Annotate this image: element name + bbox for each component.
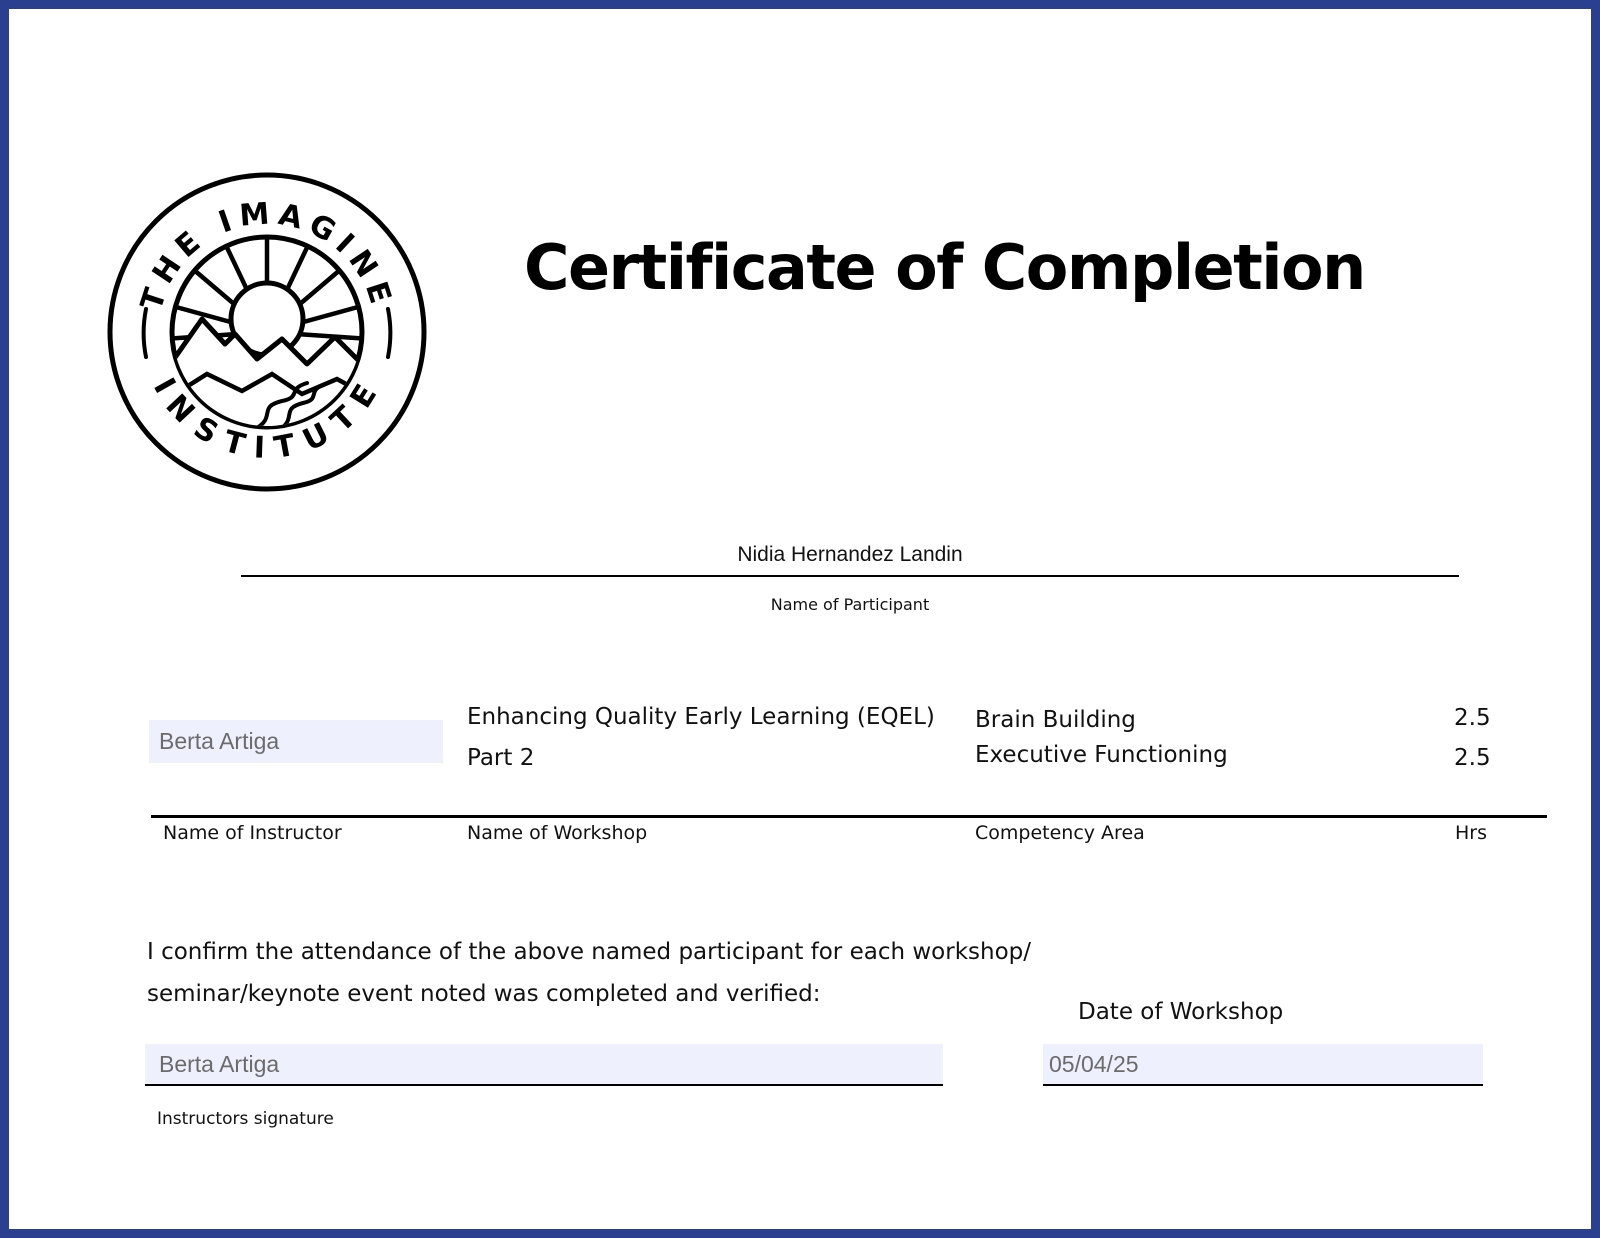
workshop-name-line1: Enhancing Quality Early Learning (EQEL) (467, 704, 935, 730)
table-rule (151, 815, 1547, 818)
confirmation-line-1: I confirm the attendance of the above named participant for each workshop/ (147, 939, 1031, 965)
signature-label: Instructors signature (157, 1109, 334, 1129)
instructor-signature-field[interactable]: Berta Artiga (145, 1044, 943, 1086)
instructor-name-field[interactable]: Berta Artiga (149, 720, 443, 763)
competency-area-1: Brain Building (975, 707, 1136, 733)
competency-hrs-2: 2.5 (1454, 745, 1491, 771)
participant-name: Nidia Hernandez Landin (737, 543, 963, 566)
workshop-name-line2: Part 2 (467, 745, 535, 771)
certificate-title: Certificate of Completion (524, 231, 1365, 304)
header-hrs: Hrs (1455, 822, 1487, 844)
seal-bottom-text: INSTITUTE (146, 372, 388, 467)
imagine-institute-seal-icon (107, 169, 427, 495)
header-competency: Competency Area (975, 822, 1145, 844)
competency-hrs-1: 2.5 (1454, 705, 1491, 731)
confirmation-statement (147, 931, 1047, 1015)
date-of-workshop-field[interactable]: 05/04/25 (1043, 1044, 1483, 1086)
seal-top-text: THE IMAGINE (134, 195, 400, 315)
header-workshop: Name of Workshop (467, 822, 648, 844)
confirmation-line-2: seminar/keynote event noted was completed and verified: (147, 981, 821, 1007)
date-of-workshop-label: Date of Workshop (1078, 999, 1284, 1025)
participant-underline (241, 575, 1459, 577)
competency-area-2: Executive Functioning (975, 742, 1228, 768)
participant-label: Name of Participant (770, 595, 930, 614)
header-instructor: Name of Instructor (163, 822, 342, 844)
